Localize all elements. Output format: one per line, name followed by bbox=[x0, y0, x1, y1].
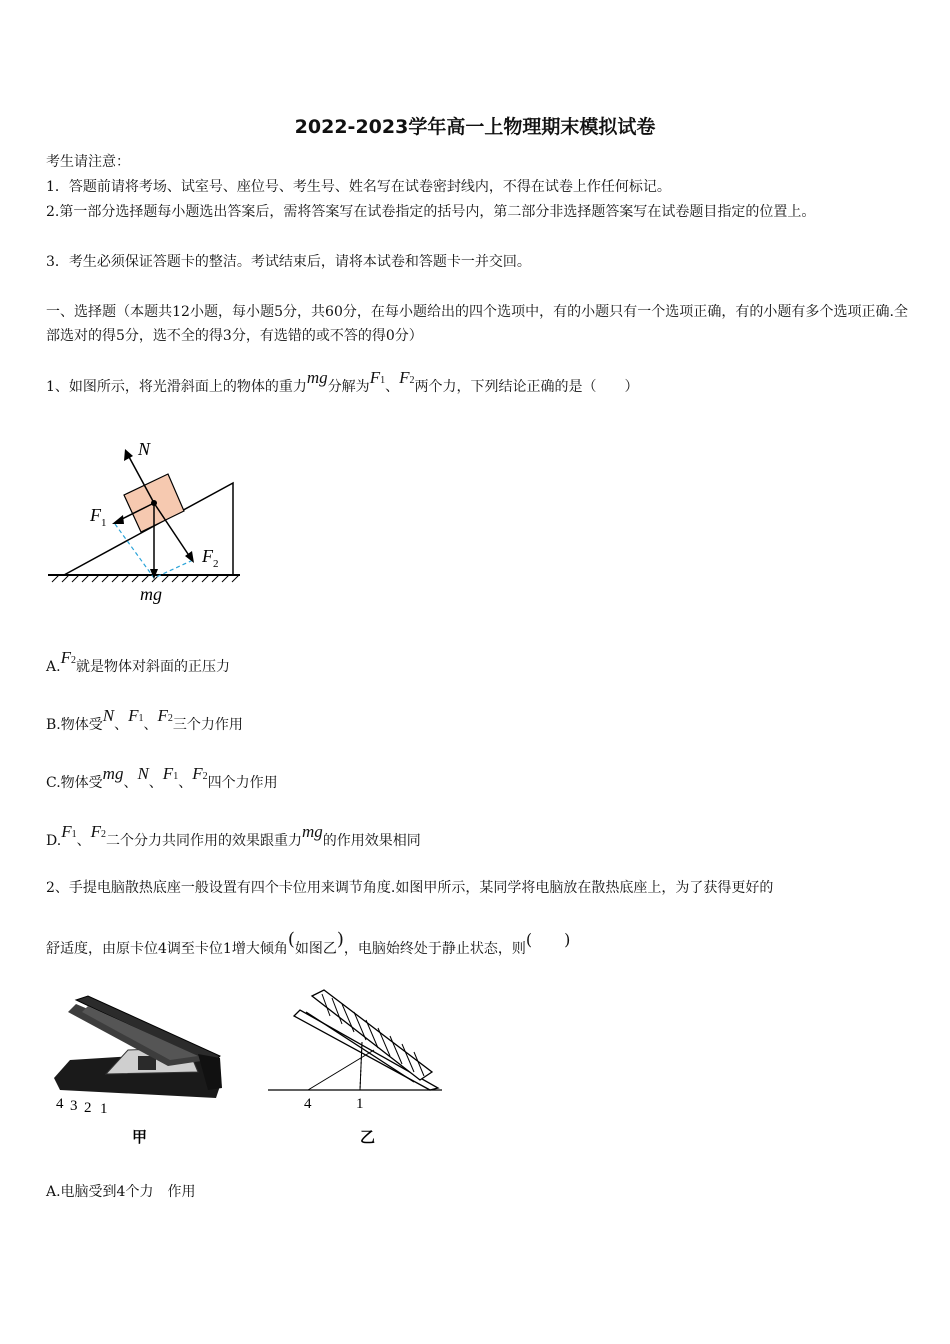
q1-option-b-sym-f1: F1 bbox=[128, 706, 144, 725]
label-mg: mg bbox=[140, 584, 162, 604]
q1-stem-part-a: 1、如图所示，将光滑斜面上的物体的重力 bbox=[46, 379, 307, 395]
support-to-4 bbox=[308, 1050, 374, 1090]
slot-label-4: 4 bbox=[56, 1096, 64, 1112]
q1-sym-f2: F2 bbox=[399, 368, 415, 387]
slot-label-2: 2 bbox=[84, 1100, 92, 1116]
q1-option-d: D.F1、F2二个分力共同作用的效果跟重力mg的作用效果相同 bbox=[46, 822, 421, 849]
slot-label-3: 3 bbox=[70, 1098, 78, 1114]
q2-stem-line-2: 舒适度，由原卡位4调至卡位1增大倾角(如图乙)，电脑始终处于静止状态，则( ) bbox=[46, 929, 571, 957]
arrow-f1-head bbox=[112, 515, 124, 524]
q2-option-a: A.电脑受到4个力 作用 bbox=[46, 1184, 196, 1200]
q1-option-d-sym-mg: mg bbox=[301, 822, 323, 841]
q2-answer-paren: ( ) bbox=[525, 930, 571, 949]
q1-option-b-sym-f2: F2 bbox=[157, 706, 173, 725]
label-f2: F bbox=[202, 546, 213, 566]
q1-stem-part-d: 两个力，下列结论正确的是（ ） bbox=[414, 379, 639, 395]
caption-yi: 乙 bbox=[360, 1130, 376, 1146]
label-f1: F bbox=[90, 505, 101, 525]
slot-label-1: 1 bbox=[356, 1096, 364, 1112]
ground-hatching bbox=[52, 575, 239, 582]
notice-item-2: 2.第一部分选择题每小题选出答案后，需将答案写在试卷指定的括号内，第二部分非选择题答案写在试卷题目指定的位置上。 bbox=[46, 204, 816, 220]
q1-option-a-sym-f2: F2 bbox=[60, 648, 76, 667]
label-f2-sub: 2 bbox=[213, 558, 219, 570]
q1-option-a: A.F2就是物体对斜面的正压力 bbox=[46, 648, 230, 675]
q1-sym-f1: F1 bbox=[369, 368, 386, 387]
notice-item-3: 3．考生必须保证答题卡的整洁。考试结束后，请将本试卷和答题卡一并交回。 bbox=[46, 254, 531, 270]
q1-option-b: B.物体受N、F1、F2三个力作用 bbox=[46, 706, 243, 733]
notice-item-1: 1．答题前请将考场、试室号、座位号、考生号、姓名写在试卷密封线内，不得在试卷上作任何标记。 bbox=[46, 179, 671, 195]
slot-label-4: 4 bbox=[304, 1096, 312, 1112]
arrow-n-head bbox=[124, 449, 133, 461]
q2-paren-open: ( bbox=[287, 929, 295, 950]
q1-incline-figure bbox=[44, 432, 254, 612]
caption-jia: 甲 bbox=[132, 1130, 148, 1146]
q2-paren-close: ) bbox=[336, 929, 344, 950]
q2-figure-yi bbox=[264, 986, 449, 1148]
q1-sym-mg: mg bbox=[306, 368, 328, 387]
label-n: N bbox=[138, 439, 151, 459]
q1-option-b-sym-n: N bbox=[102, 706, 115, 725]
section-heading: 一、选择题（本题共12小题，每小题5分，共60分，在每小题给出的四个选项中，有的小题只有一个选项正确，有的小题有多个选项正确.全部选对的得5分，选不全的得3分，有选错的或不答的得0分） bbox=[46, 304, 908, 344]
q1-option-c-sym-n: N bbox=[137, 764, 149, 783]
notice-heading: 考生请注意： bbox=[46, 154, 130, 170]
stand-center-block bbox=[138, 1056, 156, 1070]
q1-option-d-sym-f2: F2 bbox=[90, 822, 106, 841]
label-f1-sub: 1 bbox=[101, 517, 107, 529]
q1-stem bbox=[46, 368, 908, 401]
q1-option-c-sym-f1: F1 bbox=[162, 764, 179, 783]
page-title: 2022-2023学年高一上物理期末模拟试卷 bbox=[294, 116, 656, 138]
q1-option-c-sym-f2: F2 bbox=[192, 764, 208, 783]
slot-label-1: 1 bbox=[100, 1101, 108, 1117]
q1-option-c-sym-mg: mg bbox=[102, 764, 124, 783]
q1-option-c: C.物体受mg、N、F1、F2四个力作用 bbox=[46, 764, 278, 791]
q1-option-d-sym-f1: F1 bbox=[61, 822, 77, 841]
q1-stem-part-c: 、 bbox=[385, 379, 400, 395]
q2-figure-jia bbox=[48, 990, 233, 1150]
q1-stem-part-b: 分解为 bbox=[327, 379, 370, 395]
q2-stem-line-1: 2、手提电脑散热底座一般设置有四个卡位用来调节角度.如图甲所示，某同学将电脑放在散热底座上，为了获得更好的 bbox=[46, 880, 774, 896]
